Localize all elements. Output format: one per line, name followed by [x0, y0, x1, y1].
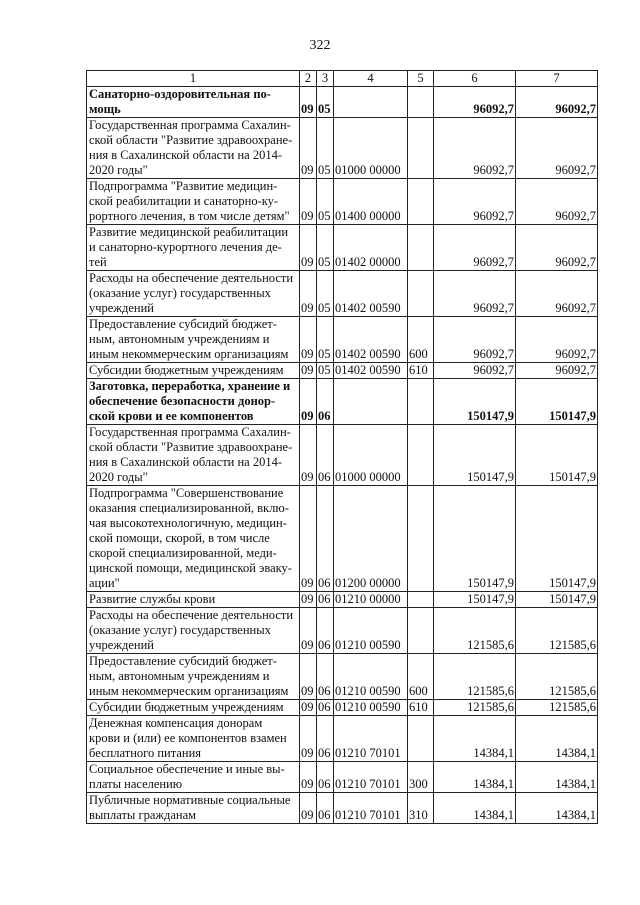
row-value-cell: 05 [317, 363, 334, 379]
row-value-cell: 150147,9 [516, 486, 598, 592]
row-value-cell: 05 [317, 87, 334, 118]
row-value-cell: 01402 00590 [334, 317, 408, 363]
header-cell: 1 [87, 71, 300, 87]
row-value-cell: 09 [300, 700, 317, 716]
row-value-cell: 09 [300, 592, 317, 608]
row-value-cell [408, 379, 434, 425]
row-title-cell: Развитие медицинской реабилитации и санаторно-курортного лечения де- тей [87, 225, 300, 271]
row-value-cell: 121585,6 [434, 608, 516, 654]
row-title-cell: Заготовка, переработка, хранение и обеспечение безопасности донор- ской крови и ее компонентов [87, 379, 300, 425]
row-value-cell: 300 [408, 762, 434, 793]
table-row [87, 271, 598, 317]
row-value-cell: 121585,6 [516, 700, 598, 716]
row-title-cell: Предоставление субсидий бюджет- ным, автономным учреждениям и иным некоммерческим организациям [87, 654, 300, 700]
row-value-cell: 01200 00000 [334, 486, 408, 592]
row-value-cell: 09 [300, 317, 317, 363]
row-value-cell: 01000 00000 [334, 425, 408, 486]
row-value-cell: 150147,9 [434, 486, 516, 592]
row-title-cell: Государственная программа Сахалин- ской области "Развитие здравоохране- ния в Сахалинской области на 2014- 2020 годы" [87, 118, 300, 179]
row-value-cell: 09 [300, 225, 317, 271]
table-row [87, 592, 598, 608]
row-value-cell: 96092,7 [516, 179, 598, 225]
row-value-cell: 96092,7 [516, 317, 598, 363]
row-value-cell [408, 118, 434, 179]
row-value-cell: 600 [408, 317, 434, 363]
table-header-row [87, 71, 598, 87]
row-value-cell: 150147,9 [434, 592, 516, 608]
row-value-cell: 14384,1 [516, 793, 598, 824]
row-value-cell: 06 [317, 592, 334, 608]
row-title-cell: Подпрограмма "Развитие медицин- ской реабилитации и санаторно-ку- рортного лечения, в том числе детям" [87, 179, 300, 225]
row-title-cell: Денежная компенсация донорам крови и (или) ее компонентов взамен бесплатного питания [87, 716, 300, 762]
row-title-cell: Субсидии бюджетным учреждениям [87, 363, 300, 379]
row-value-cell: 06 [317, 608, 334, 654]
row-value-cell: 610 [408, 363, 434, 379]
row-value-cell: 96092,7 [516, 271, 598, 317]
row-value-cell: 01402 00590 [334, 363, 408, 379]
row-value-cell: 150147,9 [434, 379, 516, 425]
row-value-cell: 01402 00000 [334, 225, 408, 271]
row-value-cell: 05 [317, 118, 334, 179]
row-value-cell [408, 225, 434, 271]
row-value-cell: 09 [300, 762, 317, 793]
row-value-cell: 05 [317, 225, 334, 271]
row-value-cell: 150147,9 [516, 425, 598, 486]
table-row [87, 608, 598, 654]
header-cell: 2 [300, 71, 317, 87]
row-value-cell: 96092,7 [434, 363, 516, 379]
row-value-cell: 06 [317, 793, 334, 824]
row-value-cell [334, 379, 408, 425]
row-title-cell: Публичные нормативные социальные выплаты гражданам [87, 793, 300, 824]
header-cell: 7 [516, 71, 598, 87]
row-value-cell: 96092,7 [434, 118, 516, 179]
row-value-cell: 01210 00590 [334, 608, 408, 654]
row-value-cell: 06 [317, 700, 334, 716]
table-row [87, 118, 598, 179]
row-value-cell: 96092,7 [516, 225, 598, 271]
row-value-cell: 96092,7 [516, 118, 598, 179]
row-value-cell: 96092,7 [516, 87, 598, 118]
header-cell: 4 [334, 71, 408, 87]
row-value-cell [408, 592, 434, 608]
row-value-cell: 14384,1 [516, 762, 598, 793]
table-row [87, 716, 598, 762]
row-value-cell: 06 [317, 654, 334, 700]
row-value-cell: 600 [408, 654, 434, 700]
row-value-cell: 09 [300, 793, 317, 824]
table-row [87, 486, 598, 592]
table-row [87, 700, 598, 716]
row-value-cell: 150147,9 [434, 425, 516, 486]
row-value-cell: 01210 70101 [334, 716, 408, 762]
row-value-cell [408, 179, 434, 225]
row-value-cell: 96092,7 [434, 271, 516, 317]
row-value-cell: 01402 00590 [334, 271, 408, 317]
row-value-cell: 121585,6 [434, 700, 516, 716]
row-value-cell: 01210 70101 [334, 762, 408, 793]
row-value-cell: 610 [408, 700, 434, 716]
row-value-cell: 09 [300, 608, 317, 654]
table-row [87, 87, 598, 118]
row-value-cell: 09 [300, 363, 317, 379]
row-title-cell: Предоставление субсидий бюджет- ным, автономным учреждениям и иным некоммерческим организациям [87, 317, 300, 363]
row-value-cell: 01210 00590 [334, 700, 408, 716]
row-value-cell: 14384,1 [434, 793, 516, 824]
row-title-cell: Развитие службы крови [87, 592, 300, 608]
row-value-cell: 09 [300, 118, 317, 179]
row-value-cell: 121585,6 [434, 654, 516, 700]
row-value-cell: 09 [300, 654, 317, 700]
row-value-cell: 96092,7 [434, 87, 516, 118]
row-title-cell: Субсидии бюджетным учреждениям [87, 700, 300, 716]
header-cell: 5 [408, 71, 434, 87]
row-value-cell: 14384,1 [434, 716, 516, 762]
row-value-cell: 09 [300, 716, 317, 762]
row-value-cell [334, 87, 408, 118]
row-value-cell: 150147,9 [516, 379, 598, 425]
row-value-cell [408, 716, 434, 762]
row-value-cell: 09 [300, 179, 317, 225]
row-value-cell: 96092,7 [434, 317, 516, 363]
row-title-cell: Расходы на обеспечение деятельности (оказание услуг) государственных учреждений [87, 271, 300, 317]
row-value-cell: 96092,7 [434, 179, 516, 225]
table-row [87, 793, 598, 824]
row-title-cell: Социальное обеспечение и иные вы- платы населению [87, 762, 300, 793]
table-row [87, 762, 598, 793]
budget-table [86, 70, 598, 824]
row-value-cell [408, 271, 434, 317]
row-title-cell: Санаторно-оздоровительная по- мощь [87, 87, 300, 118]
row-value-cell: 96092,7 [516, 363, 598, 379]
row-value-cell: 121585,6 [516, 654, 598, 700]
row-value-cell: 09 [300, 486, 317, 592]
row-value-cell: 06 [317, 425, 334, 486]
row-value-cell: 06 [317, 762, 334, 793]
row-value-cell [408, 486, 434, 592]
row-value-cell: 14384,1 [434, 762, 516, 793]
table-row [87, 654, 598, 700]
row-value-cell: 06 [317, 716, 334, 762]
page-number: 322 [309, 38, 331, 53]
row-value-cell: 05 [317, 179, 334, 225]
table-row [87, 363, 598, 379]
row-value-cell [408, 608, 434, 654]
row-value-cell: 01210 00590 [334, 654, 408, 700]
row-value-cell: 01400 00000 [334, 179, 408, 225]
row-value-cell [408, 87, 434, 118]
table-row [87, 379, 598, 425]
row-value-cell: 05 [317, 317, 334, 363]
row-value-cell: 01210 00000 [334, 592, 408, 608]
row-value-cell: 09 [300, 425, 317, 486]
header-cell: 6 [434, 71, 516, 87]
row-value-cell [408, 425, 434, 486]
row-value-cell: 150147,9 [516, 592, 598, 608]
row-value-cell: 121585,6 [516, 608, 598, 654]
row-value-cell: 01000 00000 [334, 118, 408, 179]
row-value-cell: 09 [300, 87, 317, 118]
table-row [87, 317, 598, 363]
row-title-cell: Государственная программа Сахалин- ской области "Развитие здравоохране- ния в Сахалинской области на 2014- 2020 годы" [87, 425, 300, 486]
row-value-cell: 14384,1 [516, 716, 598, 762]
row-value-cell: 01210 70101 [334, 793, 408, 824]
row-title-cell: Подпрограмма "Совершенствование оказания специализированной, вклю- чая высокотехнологичную, медицин- ской помощи, скорой, в том числе скорой специализированной, меди- цинской помощи, медицинской эваку- ации" [87, 486, 300, 592]
table-row [87, 425, 598, 486]
table-row [87, 225, 598, 271]
row-value-cell: 310 [408, 793, 434, 824]
table-row [87, 179, 598, 225]
row-title-cell: Расходы на обеспечение деятельности (оказание услуг) государственных учреждений [87, 608, 300, 654]
row-value-cell: 06 [317, 379, 334, 425]
row-value-cell: 06 [317, 486, 334, 592]
row-value-cell: 05 [317, 271, 334, 317]
header-cell: 3 [317, 71, 334, 87]
row-value-cell: 09 [300, 271, 317, 317]
row-value-cell: 09 [300, 379, 317, 425]
row-value-cell: 96092,7 [434, 225, 516, 271]
